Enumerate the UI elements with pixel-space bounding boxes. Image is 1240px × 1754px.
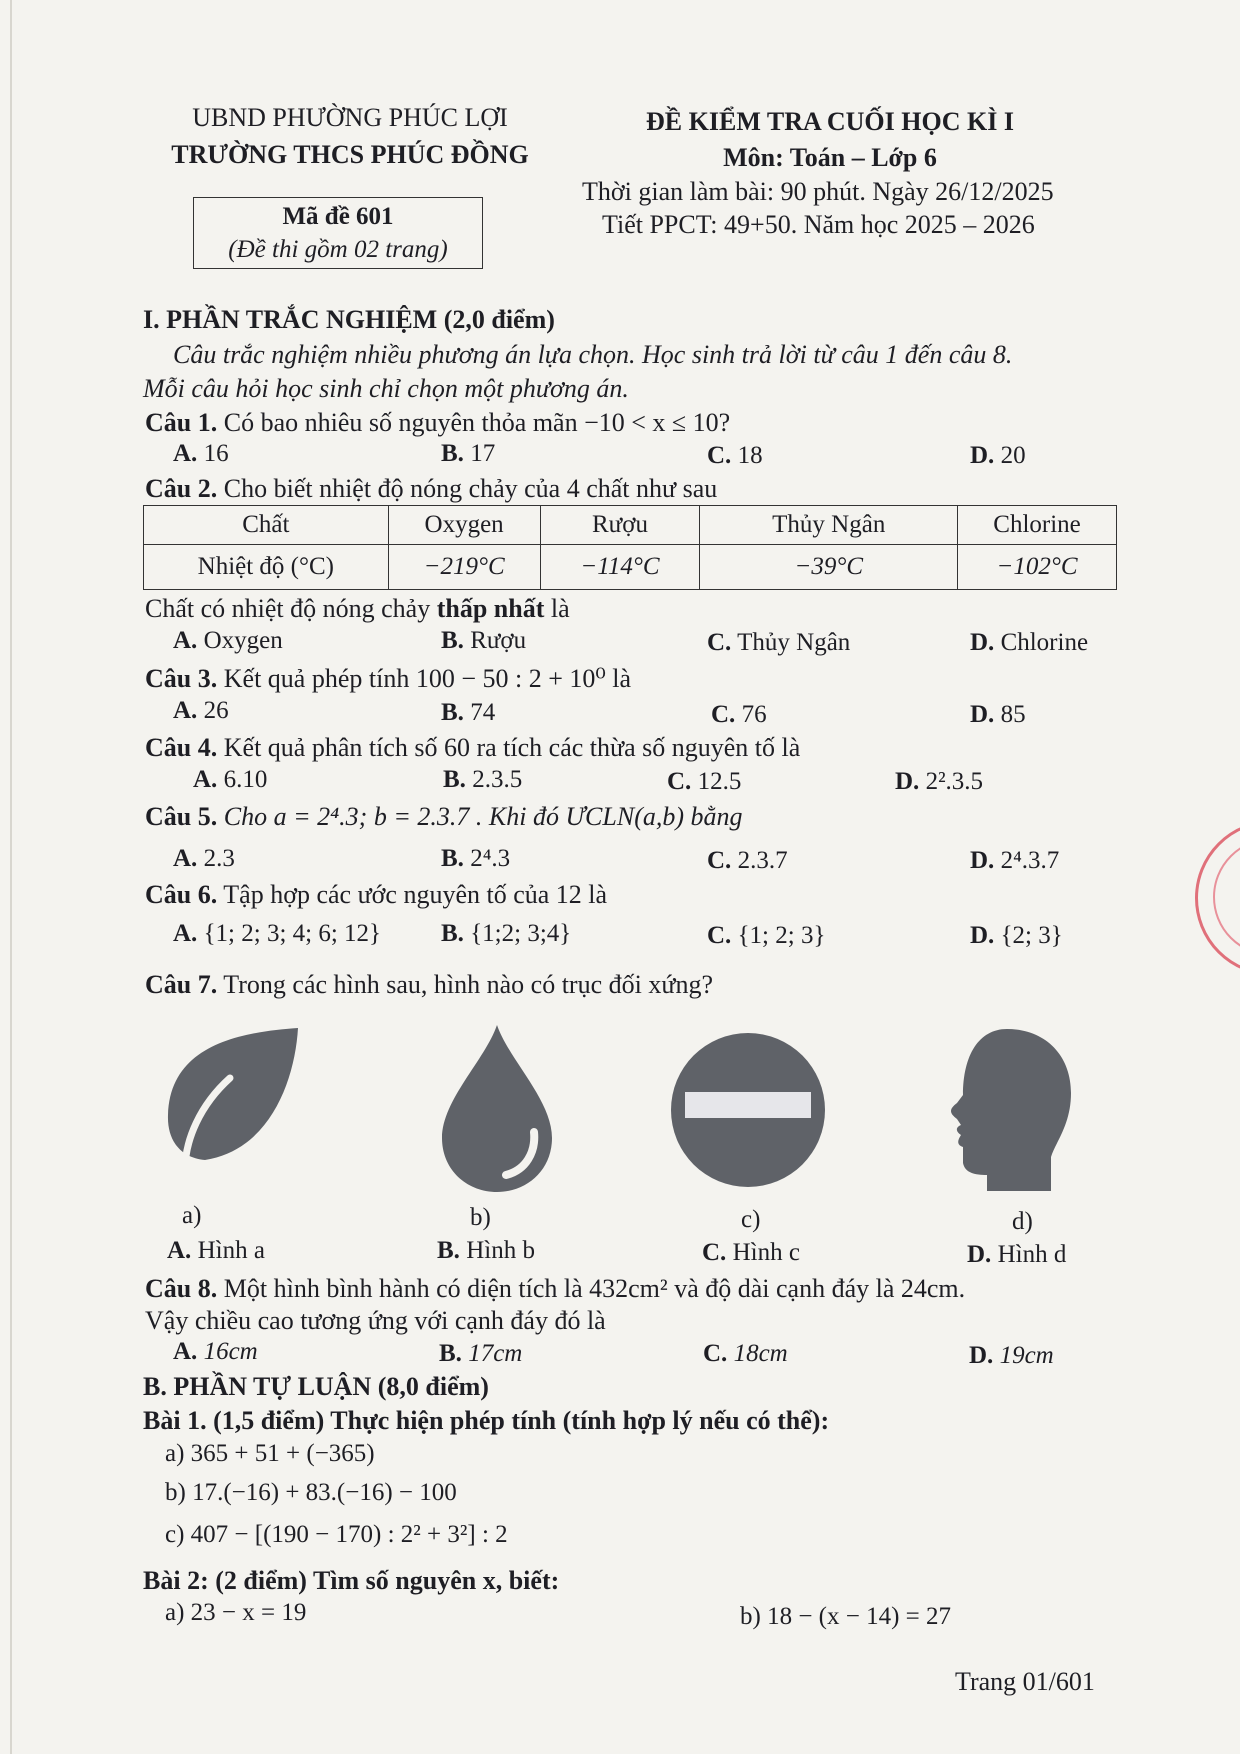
table-cell: Thủy Ngân [700,506,958,545]
question-8 [145,1274,965,1304]
part1-title: I. PHẦN TRẮC NGHIỆM (2,0 điểm) [143,305,555,334]
figure-label-d: d) [1012,1208,1033,1235]
question-4 [145,733,800,763]
table-cell: −102°C [958,545,1117,590]
question-text: Có bao nhiêu số nguyên thỏa mãn −10 < x ≤ 10? [223,408,731,437]
q2-option-d: D. Chlorine [970,629,1089,656]
table-cell: Chlorine [958,506,1117,545]
q2-option-a: A. Oxygen [173,627,283,654]
q7-option-a: A. Hình a [167,1237,265,1264]
q2-option-c: C. Thủy Ngân [707,629,851,656]
table-row [144,545,1117,590]
q7-option-c: C. Hình c [702,1239,800,1266]
q8-option-a: A. 16cm [173,1338,258,1365]
question-text: Kết quả phép tính 100 − 50 : 2 + 10⁰ là [223,664,632,693]
q2-option-b: B. Rượu [441,627,527,654]
table-cell: −39°C [700,545,958,590]
question-label: Câu 1. [145,408,218,437]
q8-option-c: C. 18cm [703,1340,788,1367]
question-label: Câu 4. [145,733,218,762]
question-7 [145,970,713,1000]
exercise-1c: c) 407 − [(190 − 170) : 2² + 3²] : 2 [165,1521,508,1548]
table-cell: Nhiệt độ (°C) [144,545,389,590]
header-district: UBND PHƯỜNG PHÚC LỢI [192,103,508,132]
exercise-2a: a) 23 − x = 19 [165,1599,307,1626]
exam-code: Mã đề 601 [282,203,394,230]
q6-option-b: B. {1;2; 3;4} [441,920,572,947]
q3-option-c: C. 76 [711,701,767,728]
q3-option-d: D. 85 [970,701,1026,728]
figure-label-a: a) [182,1202,202,1229]
question-label: Câu 7. [145,970,218,999]
q4-option-a: A. 6.10 [193,766,268,793]
question-8-line-2: Vậy chiều cao tương ứng với cạnh đáy đó là [145,1306,606,1335]
leaf-icon [160,1020,310,1180]
question-3 [145,664,631,694]
exercise-2-title: Bài 2: (2 điểm) Tìm số nguyên x, biết: [143,1566,560,1595]
q8-option-d: D. 19cm [969,1342,1054,1369]
table-cell: −114°C [540,545,700,590]
question-text: Cho biết nhiệt độ nóng chảy của 4 chất như sau [223,474,718,503]
q1-option-a: A. 16 [173,440,229,467]
table-cell: Chất [144,506,389,545]
question-label: Câu 2. [145,474,218,503]
scan-edge [10,0,12,1754]
exam-subject: Môn: Toán – Lớp 6 [723,143,937,172]
exam-title: ĐỀ KIỂM TRA CUỐI HỌC KÌ I [646,107,1014,136]
q6-option-d: D. {2; 3} [970,922,1063,949]
q3-option-a: A. 26 [173,697,229,724]
q3-option-b: B. 74 [441,699,496,726]
figure-label-c: c) [741,1206,761,1233]
question-5 [145,802,743,832]
q5-option-d: D. 2⁴.3.7 [970,847,1060,874]
part1-instruction-2: Mỗi câu hỏi học sinh chỉ chọn một phương án. [143,374,629,403]
page-number: Trang 01/601 [955,1667,1095,1696]
exercise-1-title: Bài 1. (1,5 điểm) Thực hiện phép tính (tính hợp lý nếu có thể): [143,1406,830,1435]
q5-option-c: C. 2.3.7 [707,847,788,874]
head-silhouette-icon [945,1025,1075,1193]
exercise-1a: a) 365 + 51 + (−365) [165,1440,375,1467]
q8-option-b: B. 17cm [439,1340,523,1367]
question-1 [145,408,730,438]
question-text: Một hình bình hành có diện tích là 432cm² và độ dài cạnh đáy là 24cm. [223,1274,966,1303]
exam-time: Thời gian làm bài: 90 phút. Ngày 26/12/2025 [582,177,1054,206]
header-school: TRƯỜNG THCS PHÚC ĐỒNG [171,140,529,169]
table-cell: −219°C [388,545,540,590]
question-text: Kết quả phân tích số 60 ra tích các thừa số nguyên tố là [223,733,801,762]
question-label: Câu 3. [145,664,218,693]
q5-option-b: B. 2⁴.3 [441,845,511,872]
q7-option-d: D. Hình d [967,1241,1067,1268]
melting-point-table [143,505,1117,590]
no-entry-sign-icon [668,1030,828,1190]
exercise-2b: b) 18 − (x − 14) = 27 [740,1603,952,1630]
question-text: Trong các hình sau, hình nào có trục đối xứng? [223,970,713,999]
q7-option-b: B. Hình b [437,1237,535,1264]
table-header-row [144,506,1117,545]
q6-option-c: C. {1; 2; 3} [707,922,826,949]
part2-title: B. PHẦN TỰ LUẬN (8,0 điểm) [143,1372,489,1401]
question-6 [145,880,607,910]
q5-option-a: A. 2.3 [173,845,235,872]
question-text: Cho a = 2⁴.3; b = 2.3.7 . Khi đó ƯCLN(a,b) bằng [223,802,743,831]
q1-option-b: B. 17 [441,440,496,467]
table-cell: Oxygen [388,506,540,545]
q2-follow-up: Chất có nhiệt độ nóng chảy thấp nhất là [145,594,570,623]
page-count-note: (Đề thi gồm 02 trang) [228,236,448,263]
q1-option-c: C. 18 [707,442,763,469]
q4-option-b: B. 2.3.5 [443,766,523,793]
exercise-1b: b) 17.(−16) + 83.(−16) − 100 [165,1479,457,1506]
question-label: Câu 5. [145,802,218,831]
q4-option-c: C. 12.5 [667,768,742,795]
q1-option-d: D. 20 [970,442,1026,469]
table-cell: Rượu [540,506,700,545]
q6-option-a: A. {1; 2; 3; 4; 6; 12} [173,920,382,947]
exam-period: Tiết PPCT: 49+50. Năm học 2025 – 2026 [602,210,1035,239]
question-2 [145,474,717,504]
question-label: Câu 6. [145,880,218,909]
part1-instruction-1: Câu trắc nghiệm nhiều phương án lựa chọn. Học sinh trả lời từ câu 1 đến câu 8. [173,340,1013,369]
question-text: Tập hợp các ước nguyên tố của 12 là [223,880,608,909]
figure-label-b: b) [470,1204,491,1231]
q4-option-d: D. 2².3.5 [895,768,984,795]
question-label: Câu 8. [145,1274,218,1303]
water-drop-icon [430,1020,565,1195]
